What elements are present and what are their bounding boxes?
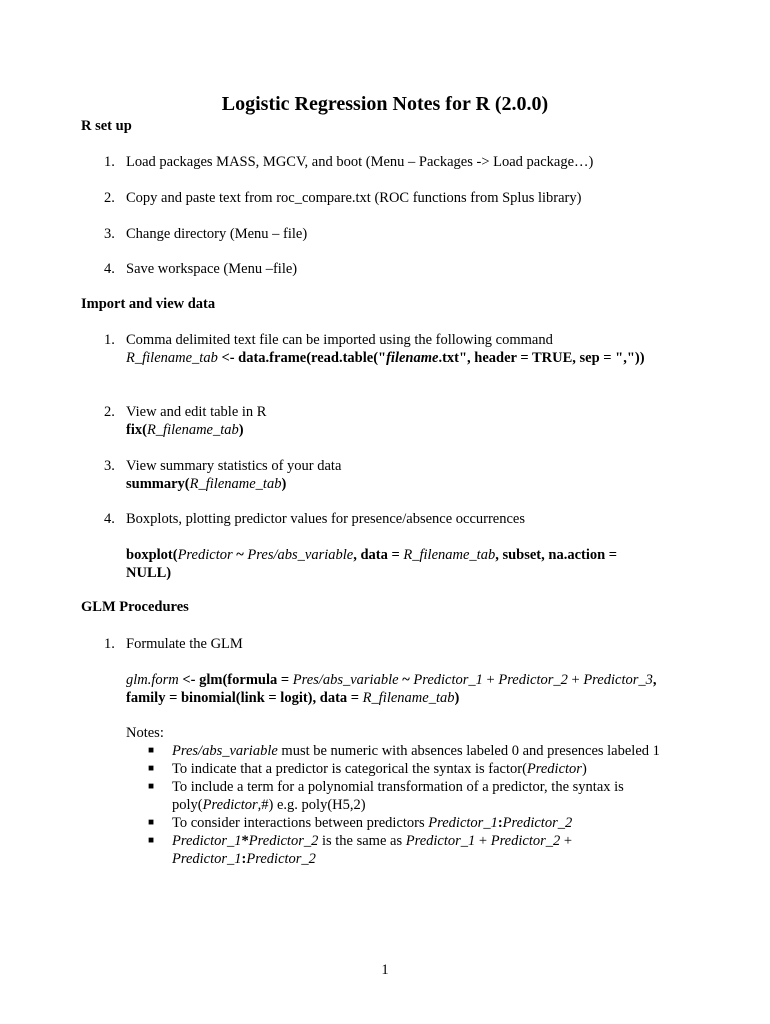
code-block-boxplot xyxy=(126,546,706,582)
code-object: Predictor_2 xyxy=(498,672,568,688)
list-text: Load packages MASS, MGCV, and boot (Menu – Packages -> Load package…) xyxy=(126,154,594,170)
list-text xyxy=(126,403,696,439)
list-item xyxy=(148,760,688,778)
list-item xyxy=(148,814,688,832)
list-item xyxy=(148,742,688,760)
note-text: is the same as xyxy=(318,833,406,849)
code-call: , data = xyxy=(353,547,404,563)
note-text: To indicate that a predictor is categorical the syntax is factor( xyxy=(172,761,527,777)
bullet-icon: ■ xyxy=(148,835,155,846)
code-call: summary( xyxy=(126,476,190,492)
item-description: Comma delimited text file can be imported using the following command xyxy=(126,332,553,348)
page-number: 1 xyxy=(381,962,389,978)
list-number: 1. xyxy=(104,332,115,348)
note-object: Predictor xyxy=(526,761,582,777)
item-description: View summary statistics of your data xyxy=(126,458,342,474)
code-block-glm xyxy=(126,671,706,707)
note-text: + xyxy=(475,833,491,849)
list-text: Boxplots, plotting predictor values for presence/absence occurrences xyxy=(126,511,526,527)
code-call: ) xyxy=(238,422,244,438)
section-heading-glm: GLM Procedures xyxy=(81,599,189,615)
code-object: R_filename_tab xyxy=(362,690,455,706)
code-call: ) xyxy=(454,690,460,706)
code-object: Pres/abs_variable xyxy=(247,547,354,563)
note-object: Pres/abs_variable xyxy=(172,743,278,759)
code-object: R_filename_tab xyxy=(189,476,282,492)
code-call: <- glm(formula = xyxy=(178,672,293,688)
code-operator: + xyxy=(567,672,584,688)
code-call: .txt", header = TRUE, sep = ",")) xyxy=(438,350,645,366)
list-number: 3. xyxy=(104,458,115,474)
list-number: 3. xyxy=(104,226,115,242)
list-item xyxy=(148,832,688,868)
note-text: + xyxy=(560,833,573,849)
note-operator: * xyxy=(241,833,249,849)
list-text: Formulate the GLM xyxy=(126,636,243,652)
note-operator: : xyxy=(241,851,247,867)
note-object: Predictor_1 xyxy=(172,833,242,849)
note-text: ) xyxy=(581,761,587,777)
list-number: 2. xyxy=(104,190,115,206)
bullet-icon: ■ xyxy=(148,781,155,792)
code-call: NULL) xyxy=(126,565,172,581)
section-heading-import: Import and view data xyxy=(81,296,216,312)
list-number: 4. xyxy=(104,261,115,277)
code-call: ~ xyxy=(398,672,414,688)
note-operator: : xyxy=(497,815,503,831)
note-object: Predictor_2 xyxy=(502,815,573,831)
code-object: Pres/abs_variable xyxy=(292,672,399,688)
note-object: Predictor_2 xyxy=(490,833,561,849)
list-number: 4. xyxy=(104,511,115,527)
list-number: 2. xyxy=(104,404,115,420)
code-object: R_filename_tab xyxy=(146,422,239,438)
code-object: R_filename_tab xyxy=(126,350,218,366)
bullet-icon: ■ xyxy=(148,763,155,774)
page-title: Logistic Regression Notes for R (2.0.0) xyxy=(221,93,549,115)
list-text xyxy=(126,331,696,367)
code-call: ~ xyxy=(232,547,248,563)
item-description: View and edit table in R xyxy=(126,404,267,420)
section-heading-setup: R set up xyxy=(81,118,132,134)
code-operator: + xyxy=(482,672,499,688)
code-call: family = binomial(link = logit), data = xyxy=(126,690,363,706)
note-object: Predictor_1 xyxy=(428,815,498,831)
bullet-icon: ■ xyxy=(148,817,155,828)
note-object: Predictor_2 xyxy=(248,833,319,849)
list-text: Copy and paste text from roc_compare.txt (ROC functions from Splus library) xyxy=(126,190,582,206)
code-filename: filename xyxy=(386,350,439,366)
code-object: Predictor_1 xyxy=(413,672,483,688)
code-call: boxplot( xyxy=(126,547,178,563)
list-number: 1. xyxy=(104,154,115,170)
code-call: , subset, na.action = xyxy=(495,547,618,563)
note-object: Predictor_1 xyxy=(172,851,242,867)
note-text: To consider interactions between predictors xyxy=(172,815,429,831)
code-object: Predictor xyxy=(177,547,233,563)
code-call: , xyxy=(652,672,657,688)
list-item xyxy=(148,778,688,814)
note-object: Predictor_1 xyxy=(405,833,476,849)
code-call: <- data.frame(read.table(" xyxy=(217,350,387,366)
list-number: 1. xyxy=(104,636,115,652)
list-text xyxy=(126,457,696,493)
code-call: ) xyxy=(281,476,287,492)
note-object: Predictor_2 xyxy=(246,851,316,867)
note-text: must be numeric with absences labeled 0 and presences labeled 1 xyxy=(277,743,660,759)
code-object: R_filename_tab xyxy=(403,547,496,563)
code-call: fix( xyxy=(126,422,147,438)
list-text: Change directory (Menu – file) xyxy=(126,226,308,242)
notes-label: Notes: xyxy=(126,725,164,741)
notes-list xyxy=(148,742,688,868)
note-object: Predictor xyxy=(202,797,258,813)
bullet-icon: ■ xyxy=(148,745,155,756)
list-text: Save workspace (Menu –file) xyxy=(126,261,298,277)
code-object: glm.form xyxy=(126,672,179,688)
note-text: ,#) e.g. poly(H5,2) xyxy=(257,797,366,813)
code-object: Predictor_3 xyxy=(583,672,653,688)
note-text: To include a term for a polynomial transformation of a predictor, the syntax is poly( xyxy=(172,779,624,813)
